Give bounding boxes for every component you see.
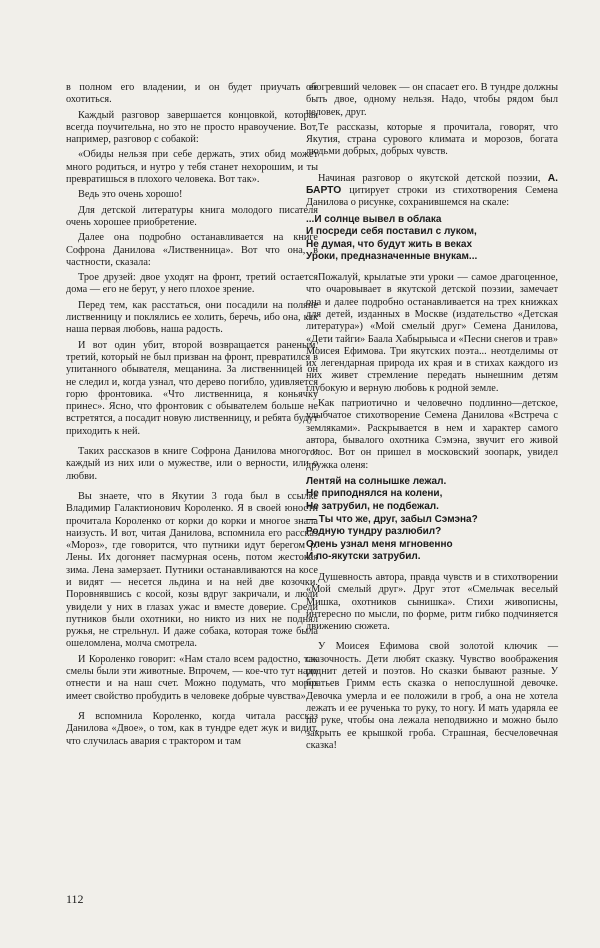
paragraph: Душевность автора, правда чувств и в стихотворении «Мой смелый друг». Друг этот «Смельчак веселый Мишка, охотников сынишка». Стихи живописны, интересно по мысли, по форме, ритм гибко подчиняется движению сюжета. — [306, 571, 558, 633]
right-column — [306, 82, 558, 755]
left-column — [66, 82, 318, 751]
paragraph: Ведь это очень хорошо! — [78, 189, 183, 201]
paragraph: Далее она подробно останавливается на книге Софрона Данилова «Лиственница». Вот что она, в частности, сказала: — [66, 232, 318, 268]
paragraph: обогревший человек — он спасает его. В тундре должны быть двое, одному нельзя. Надо, чтобы рядом был человек, друг. — [306, 82, 558, 118]
paragraph: Я вспомнила Короленко, когда читала рассказ Данилова «Двое», о том, как в тундре едет жук и видит, что случилась авария с трактором и там — [66, 710, 318, 747]
paragraph: Перед тем, как расстаться, они посадили на поляне лиственницу и поклялись ее холить, беречь, ибо она, как наша первая любовь, наша радость. — [66, 299, 318, 336]
verse-line: Не приподнялся на колени, — [306, 488, 443, 500]
paragraph: Как патриотично и человечно подлинно—детское, улыбчатое стихотворение Семена Данилова «Встреча с земляками». Раскрывается в нем и характер самого автора, бывалого охотника Сэмэна, звучит его живой голос. Вот он пришел в московский зоопарк, увидел дружка оленя: — [306, 398, 558, 471]
verse-line: — Ты что же, друг, забыл Сэмэна? — [306, 513, 478, 525]
paragraph: Для детской литературы книга молодого писателя очень хорошее приобретение. — [66, 204, 318, 228]
paragraph: У Моисея Ефимова свой золотой ключик — сказочность. Дети любят сказку. Чувство воображения роднит детей и поэтов. Но сказки бывают разные. У братьев Гримм есть сказка о непослушной девочке. Девочка умерла и ее положили в гроб, а она не хотела лежать и ее рученька то руку, то ногу. И мать ударяла ее по руке, чтобы она лежала неподвижно и можно было закрыть ее крышкой гроба. Страшная, бесчеловечная сказка! — [306, 641, 558, 751]
intro-before: Начиная разговор о якутской детской поэзии, — [318, 172, 541, 184]
paragraph: Таких рассказов в книге Софрона Данилова много, и каждый из них или о мужестве, или о верности, или о любви. — [66, 446, 318, 482]
paragraph: Вы знаете, что в Якутии 3 года был в ссылке Владимир Галактионович Короленко. Я в своей юности прочитала Короленко от корки до корки и многое знала наизусть. И вот, читая Данилова, вспомнила его рассказ «Мороз», где говорится, что путники идут берегом р. Лены. Их догоняет пасмурная осень, потом жестокая зима. Лена замерзает. Путники останавливаются на косе и видят — несется льдина и на ней две козочки. Поровнявшись с косой, козы вдруг закричали, и люди увидели у них в глазах ужас и вместе доверие. Среди путников были охотники, но никто из них не поднял ружья, не стрельнул. И даже собака, которая тоже была ошеломлена, молча смотрела. — [66, 490, 318, 650]
paragraph: Трое друзей: двое уходят на фронт, третий остается дома — его не берут, у него плохое зрение. — [66, 272, 318, 296]
author-name: А. БАРТО — [306, 172, 558, 197]
verse-line: Родную тундру разлюбил? — [306, 526, 442, 538]
paragraph: в полном его владении, и он будет приучать ее охотиться. — [66, 82, 318, 106]
verse-line: И посреди себя поставил с луком, — [306, 226, 477, 238]
poem-excerpt-2 — [306, 476, 558, 564]
paragraph: И Короленко говорит: «Нам стало всем радостно, так смелы были эти животные. Впрочем, — кое-что тут надо отнести и на наш счет. Можно подумать, что мороз имеет свойство пробудить в человеке добрые чувства». — [66, 653, 318, 702]
verse-line: ...И солнце вывел в облака — [306, 213, 442, 225]
paragraph: И вот один убит, второй возвращается раненым, третий, который не был призван на фронт, превратился в упитанного обывателя, мещанина. За лиственницей он не следил и, когда узнал, что дерево погибло, удивляется горю фронтовика. «Что лиственница, я коньячку принес». Ясно, что фронтовик с обывателем больше не встретятся, а посадит новую лиственницу, и ребята будут приходить к ней. — [66, 339, 318, 437]
verse-line: Не думая, что будут жить в веках — [306, 238, 473, 250]
paragraph: «Обиды нельзя при себе держать, этих обид может много родиться, и нутро у тебя станет нехорошим, и ты превратишься в плохого человека. Вот так». — [66, 149, 318, 186]
poem-excerpt-1 — [306, 214, 558, 264]
intro-after: цитирует строки из стихотворения Семена Данилова о рисунке, сохранившемся на скале: — [306, 185, 558, 209]
verse-line: И по-якутски затрубил. — [306, 551, 421, 563]
verse-line: Лентяй на солнышке лежал. — [306, 475, 447, 487]
paragraph: Пожалуй, крылатые эти уроки — самое драгоценное, что очаровывает в якутской детской поэзии, замечает она и далее подробно останавливается на трех книжках для детей, изданных в Москве (издательство «Детская литература») «Мой смелый друг» Семена Данилова, «Дети тайги» Баала Хабырыыса и «Песни снегов и трав» Моисея Ефимова. Три якутских поэта... неотделимы от их легендарная природа их края и в стихах каждого из них живет стремление передать нынешним детям глубокую и верную любовь к родной земле. — [306, 272, 558, 394]
page-number: 112 — [66, 892, 84, 906]
paragraph: Каждый разговор завершается концовкой, которая всегда поучительна, но это не просто нравоучение. Вот, например, разговор с собакой: — [66, 109, 318, 146]
verse-line: Олень узнал меня мгновенно — [306, 538, 453, 550]
paragraph: Те рассказы, которые я прочитала, говорят, что Якутия, страна сурового климата и морозов, богата людьми добрых, добрых чувств. — [306, 121, 558, 158]
verse-line: Уроки, предназначенные внукам... — [306, 251, 478, 263]
verse-line: Не затрубил, не подбежал. — [306, 500, 439, 512]
intro-paragraph — [306, 173, 558, 210]
